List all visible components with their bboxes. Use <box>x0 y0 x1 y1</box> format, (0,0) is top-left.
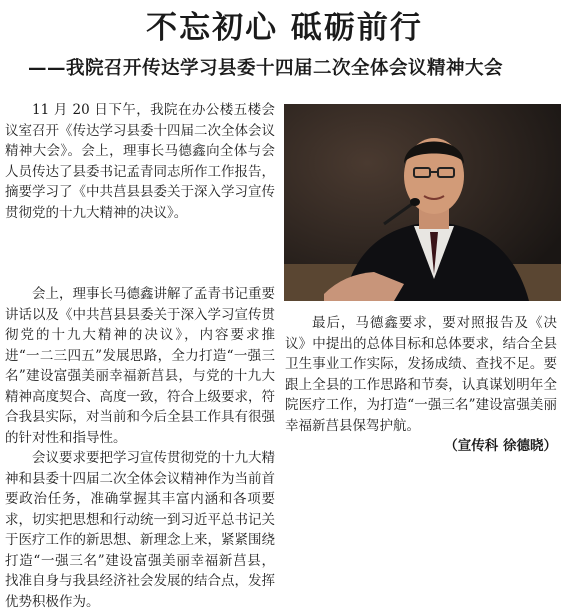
article-subtitle: ——我院召开传达学习县委十四届二次全体会议精神大会 <box>28 58 504 79</box>
paragraph: 会上，理事长马德鑫讲解了孟青书记重要讲话以及《中共莒县县委关于深入学习宣传贯彻党的十九大精神的决议》，内容要求推进“一二三四五”发展思路，全力打造“一强三名”建设富强美丽幸福新莒县，与党的十九大精神高度契合、高度一致，符合上级要求，符合我县实际，对当前和今后全县工作具有很强的针对性和指导性。 <box>5 286 275 446</box>
article-column-left-top <box>5 100 275 223</box>
speaker-illustration <box>284 104 561 301</box>
article-column-left-bottom <box>5 284 275 612</box>
article-byline: （宣传科 徐德晓） <box>444 438 557 454</box>
paragraph: 会议要求要把学习宣传贯彻党的十九大精神和县委十四届二次全体会议精神作为当前首要政治任务，准确掌握其丰富内涵和各项要求，切实把思想和行动统一到习近平总书记关于医疗工作的新思想、新理念上来，紧紧围绕打造“一强三名”建设富强美丽幸福新莒县，找准自身与我县经济社会发展的结合点，发挥优势积极作为。 <box>5 450 275 610</box>
speaker-photo <box>284 104 561 301</box>
paragraph: 最后，马德鑫要求，要对照报告及《决议》中提出的总体目标和总体要求，结合全县卫生事业工作实际，发扬成绩、查找不足。要跟上全县的工作思路和节奏，认真谋划明年全院医疗工作，为打造“一强三名”建设富强美丽幸福新莒县保驾护航。 <box>285 315 557 434</box>
paragraph: 11 月 20 日下午，我院在办公楼五楼会议室召开《传达学习县委十四届二次全体会议精神大会》。会上，理事长马德鑫向全体与会人员传达了县委书记孟青同志所作工作报告，摘要学习了《中共莒县县委关于深入学习宣传贯彻党的十九大精神的决议》。 <box>5 102 275 221</box>
article-title: 不忘初心 砥砺前行 <box>146 10 423 46</box>
article-column-right <box>285 313 557 457</box>
